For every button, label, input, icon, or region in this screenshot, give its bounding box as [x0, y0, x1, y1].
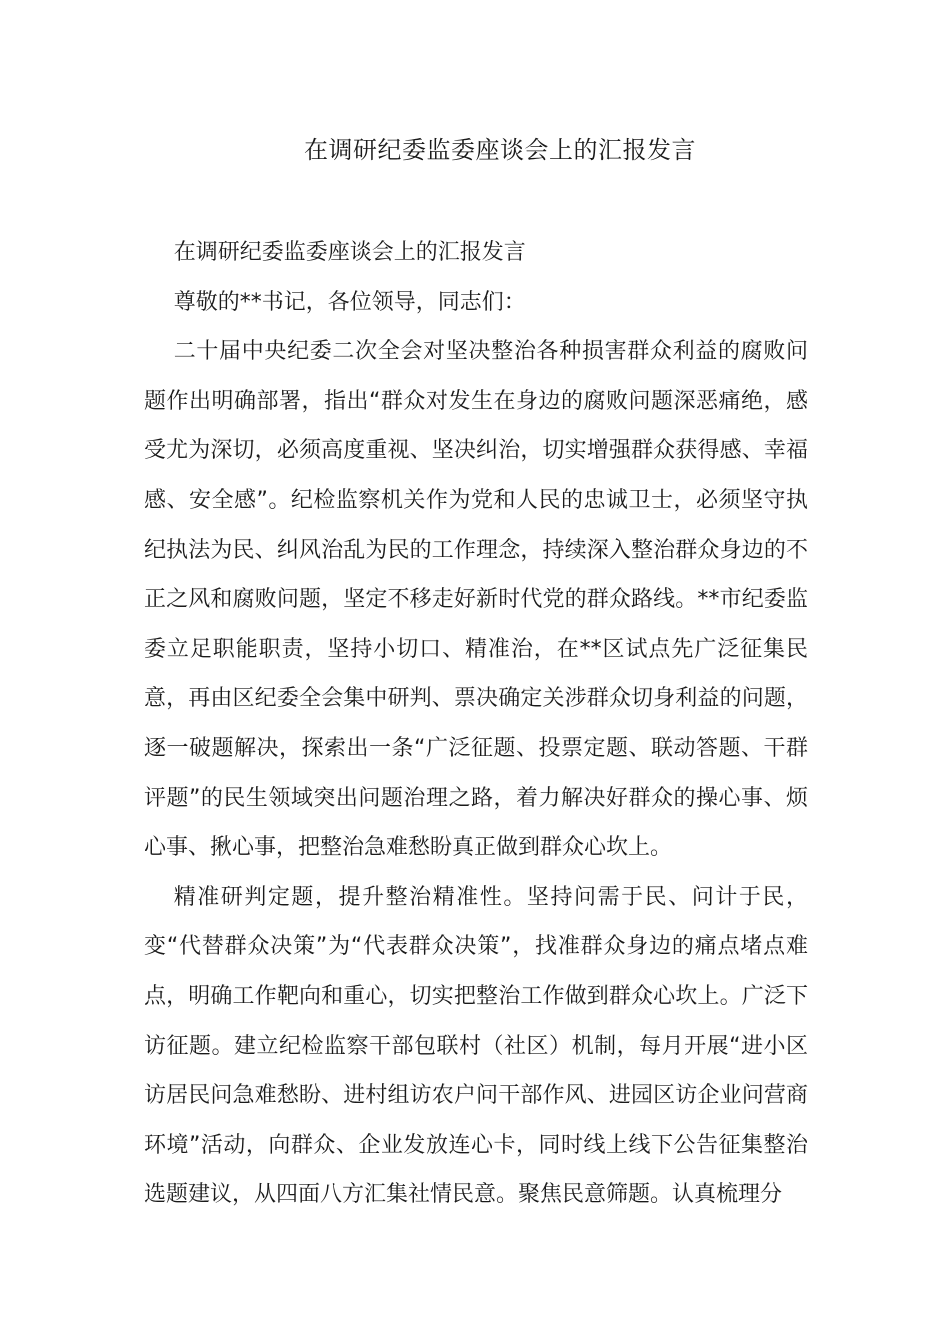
paragraph-section-one: 精准研判定题，提升整治精准性。坚持问需于民、问计于民，变“代替群众决策”为“代表群众决策”，找准群众身边的痛点堵点难点，明确工作靶向和重心，切实把整治工作做到群众心坎上。广泛下访征题。建立纪检监察干部包联村（社区）机制，每月开展“进小区访居民问急难愁盼、进村组访农户问干部作风、进园区访企业问营商环境”活动，向群众、企业发放连心卡，同时线上线下公告征集整治选题建议，从四面八方汇集社情民意。聚焦民意筛题。认真梳理分 — [144, 884, 808, 1208]
document-body — [144, 228, 808, 1220]
paragraph-intro: 二十届中央纪委二次全会对坚决整治各种损害群众利益的腐败问题作出明确部署，指出“群众对发生在身边的腐败问题深恶痛绝，感受尤为深切，必须高度重视、坚决纠治，切实增强群众获得感、幸福感、安全感”。纪检监察机关作为党和人民的忠诚卫士，必须坚守执纪执法为民、纠风治乱为民的工作理念，持续深入整治群众身边的不正之风和腐败问题，坚定不移走好新时代党的群众路线。**市纪委监委立足职能职责，坚持小切口、精准治，在**区试点先广泛征集民意，再由区纪委全会集中研判、票决确定关涉群众切身利益的问题，逐一破题解决，探索出一条“广泛征题、投票定题、联动答题、干群评题”的民生领域突出问题治理之路，着力解决好群众的操心事、烦心事、揪心事，把整治急难愁盼真正做到群众心坎上。 — [144, 339, 808, 861]
paragraph-heading-repeat: 在调研纪委监委座谈会上的汇报发言 — [173, 240, 526, 265]
paragraph-salutation: 尊敬的**书记，各位领导，同志们： — [173, 289, 526, 315]
document-title: 在调研纪委监委座谈会上的汇报发言 — [304, 136, 696, 164]
